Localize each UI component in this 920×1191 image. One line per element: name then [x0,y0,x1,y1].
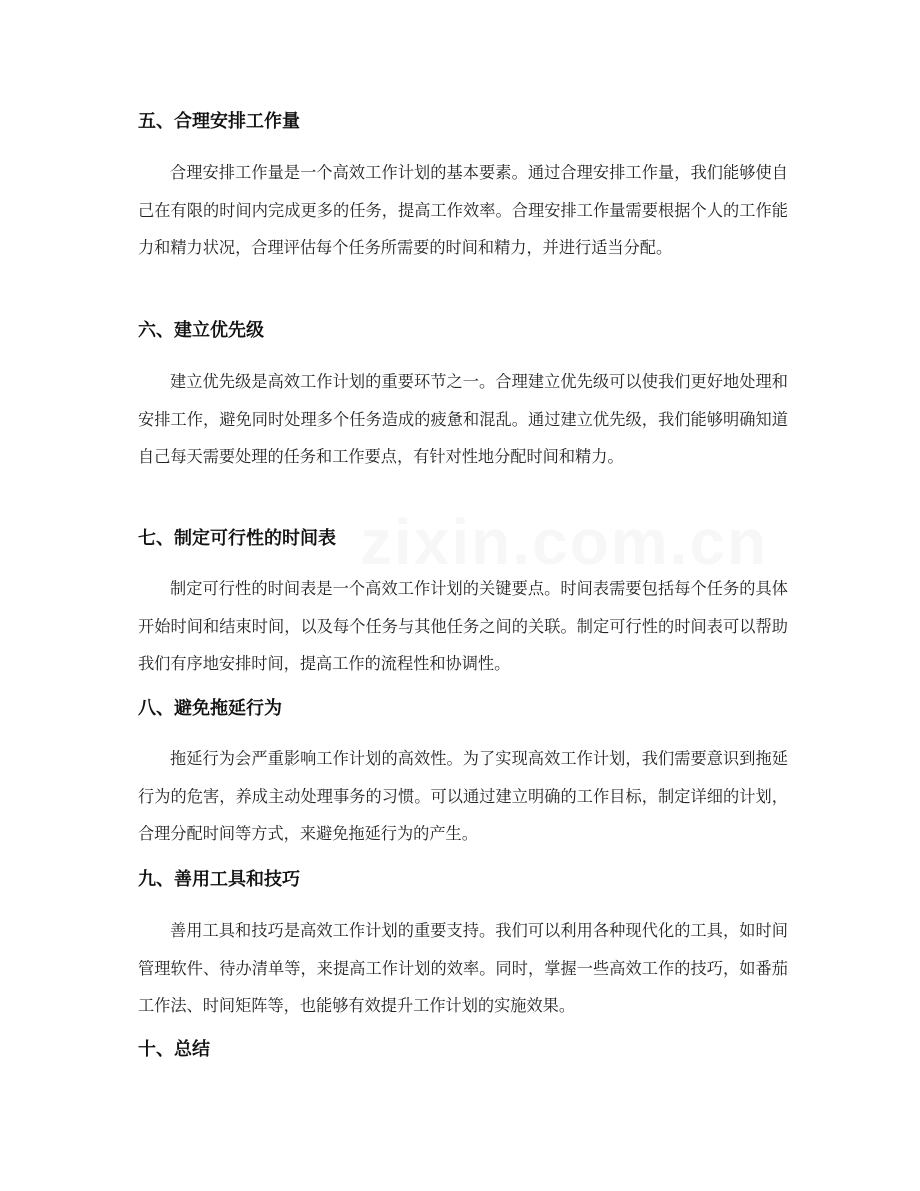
section-heading-9: 九、善用工具和技巧 [138,869,300,890]
section-body-6: 建立优先级是高效工作计划的重要环节之一。合理建立优先级可以使我们更好地处理和安排工作，避免同时处理多个任务造成的疲惫和混乱。通过建立优先级，我们能够明确知道自己每天需要处理的任务和工作要点，有针对性地分配时间和精力。 [138,372,788,466]
section-body-8: 拖延行为会严重影响工作计划的高效性。为了实现高效工作计划，我们需要意识到拖延行为的危害，养成主动处理事务的习惯。可以通过建立明确的工作目标，制定详细的计划，合理分配时间等方式，来避免拖延行为的产生。 [138,749,788,843]
section-heading-6: 六、建立优先级 [138,320,264,341]
section-body-7: 制定可行性的时间表是一个高效工作计划的关键要点。时间表需要包括每个任务的具体开始时间和结束时间，以及每个任务与其他任务之间的关联。制定可行性的时间表可以帮助我们有序地安排时间，提高工作的流程性和协调性。 [138,579,788,673]
section-heading-10: 十、总结 [138,1039,210,1060]
section-heading-5: 五、合理安排工作量 [138,111,300,132]
section-heading-7: 七、制定可行性的时间表 [138,528,336,549]
section-body-5: 合理安排工作量是一个高效工作计划的基本要素。通过合理安排工作量，我们能够使自己在有限的时间内完成更多的任务，提高工作效率。合理安排工作量需要根据个人的工作能力和精力状况，合理评估每个任务所需要的时间和精力，并进行适当分配。 [138,163,788,257]
section-body-9: 善用工具和技巧是高效工作计划的重要支持。我们可以利用各种现代化的工具，如时间管理软件、待办清单等，来提高工作计划的效率。同时，掌握一些高效工作的技巧，如番茄工作法、时间矩阵等，也能够有效提升工作计划的实施效果。 [138,921,788,1015]
watermark: zixin.com.cn [360,506,769,578]
section-heading-8: 八、避免拖延行为 [138,698,282,719]
